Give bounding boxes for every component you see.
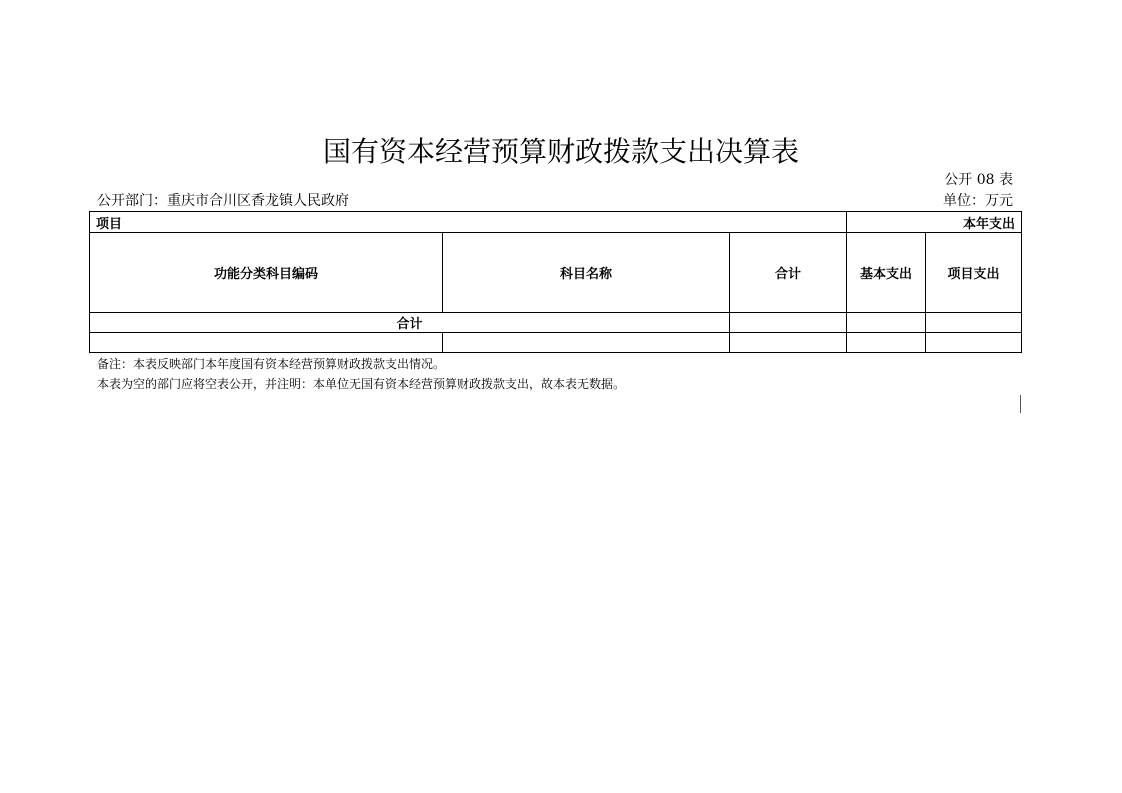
department-label: 公开部门：重庆市合川区香龙镇人民政府 (97, 193, 349, 209)
total-cell-total (730, 313, 847, 333)
header-basic: 基本支出 (847, 233, 926, 313)
header-total: 合计 (730, 233, 847, 313)
cell-basic (847, 333, 926, 353)
table-row (90, 333, 1022, 353)
page-title: 国有资本经营预算财政拨款支出决算表 (322, 135, 799, 168)
expenditure-table (89, 211, 1022, 353)
note-line-1: 备注：本表反映部门本年度国有资本经营预算财政拨款支出情况。 (97, 357, 446, 371)
header-name: 科目名称 (443, 233, 730, 313)
header-current-year: 本年支出 (847, 212, 1022, 233)
header-item: 项目 (90, 212, 847, 233)
cell-total (730, 333, 847, 353)
form-number: 公开 08 表 (944, 172, 1013, 188)
total-cell-basic (847, 313, 926, 333)
unit-label: 单位：万元 (943, 193, 1013, 209)
total-cell-project (926, 313, 1022, 333)
header-project: 项目支出 (926, 233, 1022, 313)
table-header-row-1 (90, 212, 1022, 233)
cell-name (443, 333, 730, 353)
vertical-mark (1020, 395, 1021, 413)
cell-project (926, 333, 1022, 353)
header-code: 功能分类科目编码 (90, 233, 443, 313)
cell-code (90, 333, 443, 353)
note-line-2: 本表为空的部门应将空表公开，并注明：本单位无国有资本经营预算财政拨款支出，故本表无数据。 (97, 377, 626, 391)
table-header-row-2 (90, 233, 1022, 313)
total-row-label: 合计 (90, 313, 730, 333)
table-total-row (90, 313, 1022, 333)
